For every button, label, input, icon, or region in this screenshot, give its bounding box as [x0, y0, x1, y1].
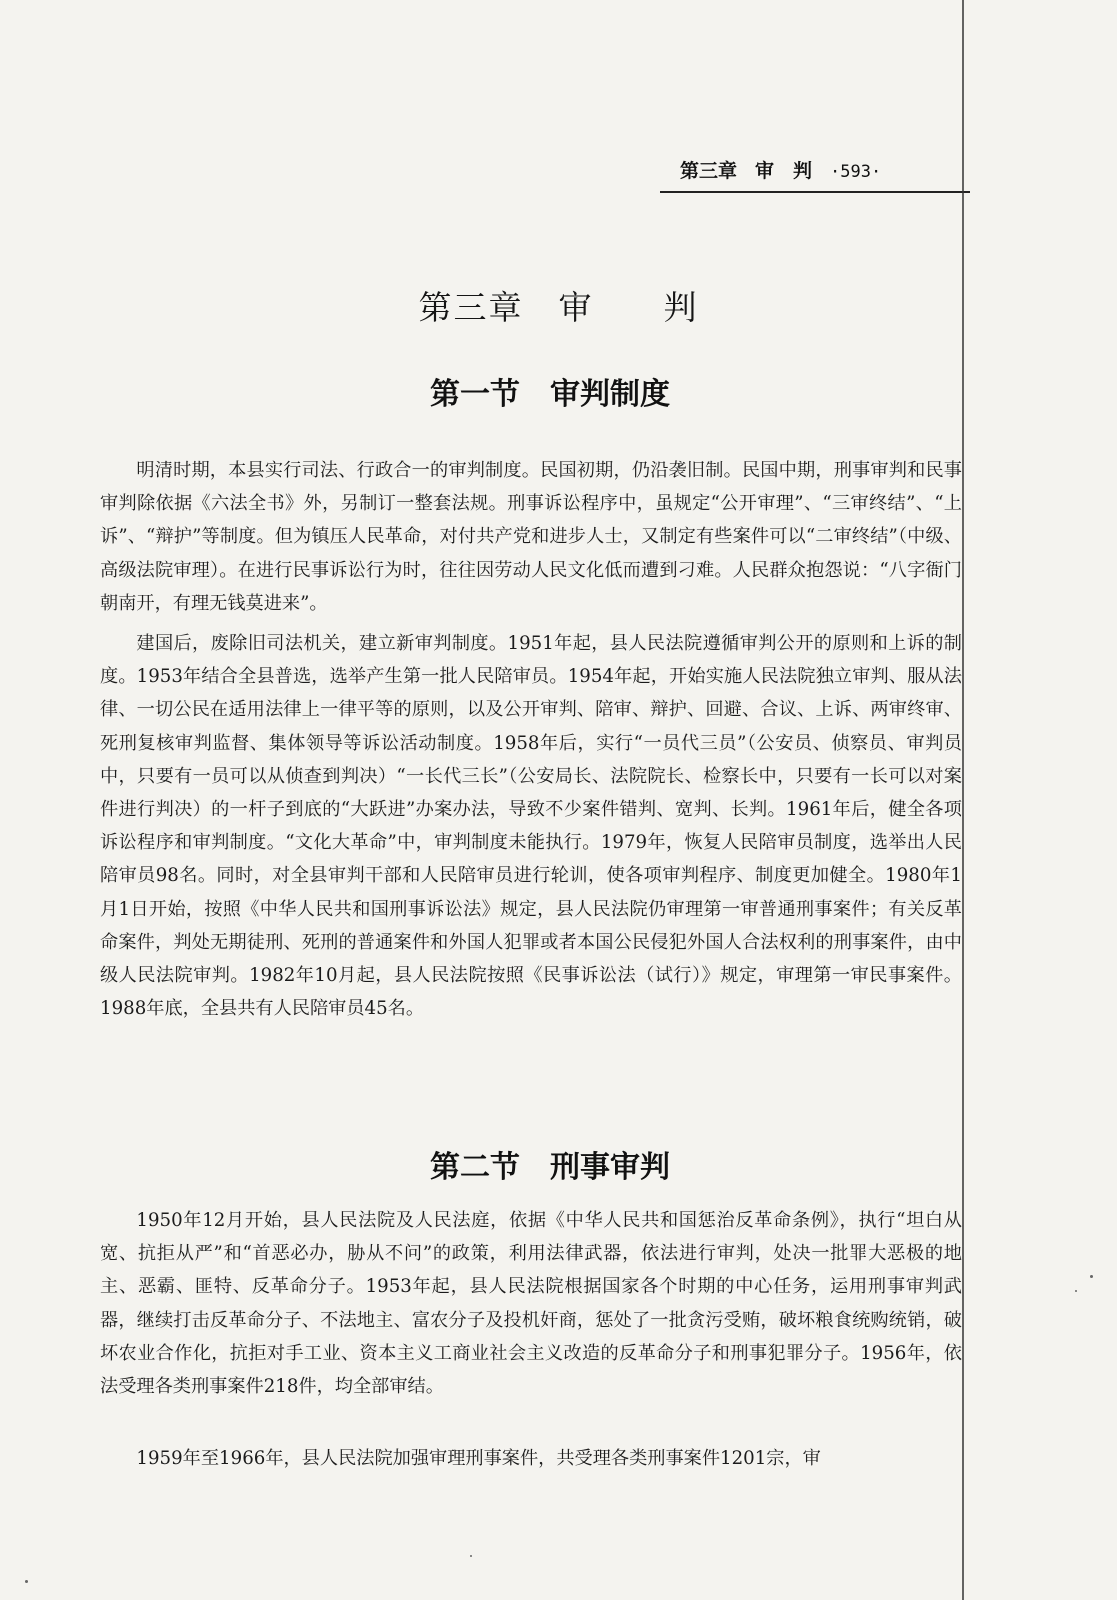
- section-title-2: 第二节 刑事审判: [430, 1150, 670, 1185]
- paragraph: 明清时期，本县实行司法、行政合一的审判制度。民国初期，仍沿袭旧制。民国中期，刑事审判和民事审判除依据《六法全书》外，另制订一整套法规。刑事诉讼程序中，虽规定“公开审理”、“三审终结”、“上诉”、“辩护”等制度。但为镇压人民革命，对付共产党和进步人士，又制定有些案件可以“二审终结”（中级、高级法院审理）。在进行民事诉讼行为时，往往因劳动人民文化低而遭到刁难。人民群众抱怨说：“八字衙门朝南开，有理无钱莫进来”。: [100, 460, 962, 614]
- page-number: ·593·: [830, 162, 882, 182]
- running-header-chapter: 第三章: [680, 160, 738, 182]
- chapter-title: 第三章 审 判: [418, 288, 699, 327]
- scan-speck: [470, 1555, 472, 1557]
- scan-speck: [25, 1580, 28, 1583]
- paragraph: 1959年至1966年，县人民法院加强审理刑事案件，共受理各类刑事案件1201宗，审: [136, 1448, 821, 1469]
- scan-margin-line: [962, 0, 964, 1600]
- scan-speck: [1075, 1290, 1077, 1292]
- paragraph: 建国后，废除旧司法机关，建立新审判制度。1951年起，县人民法院遵循审判公开的原则和上诉的制度。1953年结合全县普选，选举产生第一批人民陪审员。1954年起，开始实施人民法院独立审判、服从法律、一切公民在适用法律上一律平等的原则，以及公开审判、陪审、辩护、回避、合议、上诉、两审终审、死刑复核审判监督、集体领导等诉讼活动制度。1958年后，实行“一员代三员”（公安员、侦察员、审判员中，只要有一员可以从侦查到判决）“一长代三长”（公安局长、法院院长、检察长中，只要有一长可以对案件进行判决）的一杆子到底的“大跃进”办案办法，导致不少案件错判、宽判、长判。1961年后，健全各项诉讼程序和审判制度。“文化大革命”中，审判制度未能执行。1979年，恢复人民陪审员制度，选举出人民陪审员98名。同时，对全县审判干部和人民陪审员进行轮训，使各项审判程序、制度更加健全。1980年1月1日开始，按照《中华人民共和国刑事诉讼法》规定，县人民法院仍审理第一审普通刑事案件；有关反革命案件，判处无期徒刑、死刑的普通案件和外国人犯罪或者本国公民侵犯外国人合法权利的刑事案件，由中级人民法院审判。1982年10月起，县人民法院按照《民事诉讼法（试行）》规定，审理第一审民事案件。1988年底，全县共有人民陪审员45名。: [100, 633, 962, 1020]
- section-title-1: 第一节 审判制度: [430, 377, 670, 412]
- paragraph: 1950年12月开始，县人民法院及人民法庭，依据《中华人民共和国惩治反革命条例》，执行“坦白从宽、抗拒从严”和“首恶必办，胁从不问”的政策，利用法律武器，依法进行审判，处决一批罪大恶极的地主、恶霸、匪特、反革命分子。1953年起，县人民法院根据国家各个时期的中心任务，运用刑事审判武器，继续打击反革命分子、不法地主、富农分子及投机奸商，惩处了一批贪污受贿，破坏粮食统购统销，破坏农业合作化，抗拒对手工业、资本主义工商业社会主义改造的反革命分子和刑事犯罪分子。1956年，依法受理各类刑事案件218件，均全部审结。: [100, 1210, 962, 1398]
- running-header-topic: 审 判: [755, 160, 813, 182]
- running-header: [680, 156, 930, 183]
- header-rule: [660, 191, 970, 193]
- scan-speck: [1090, 1275, 1093, 1278]
